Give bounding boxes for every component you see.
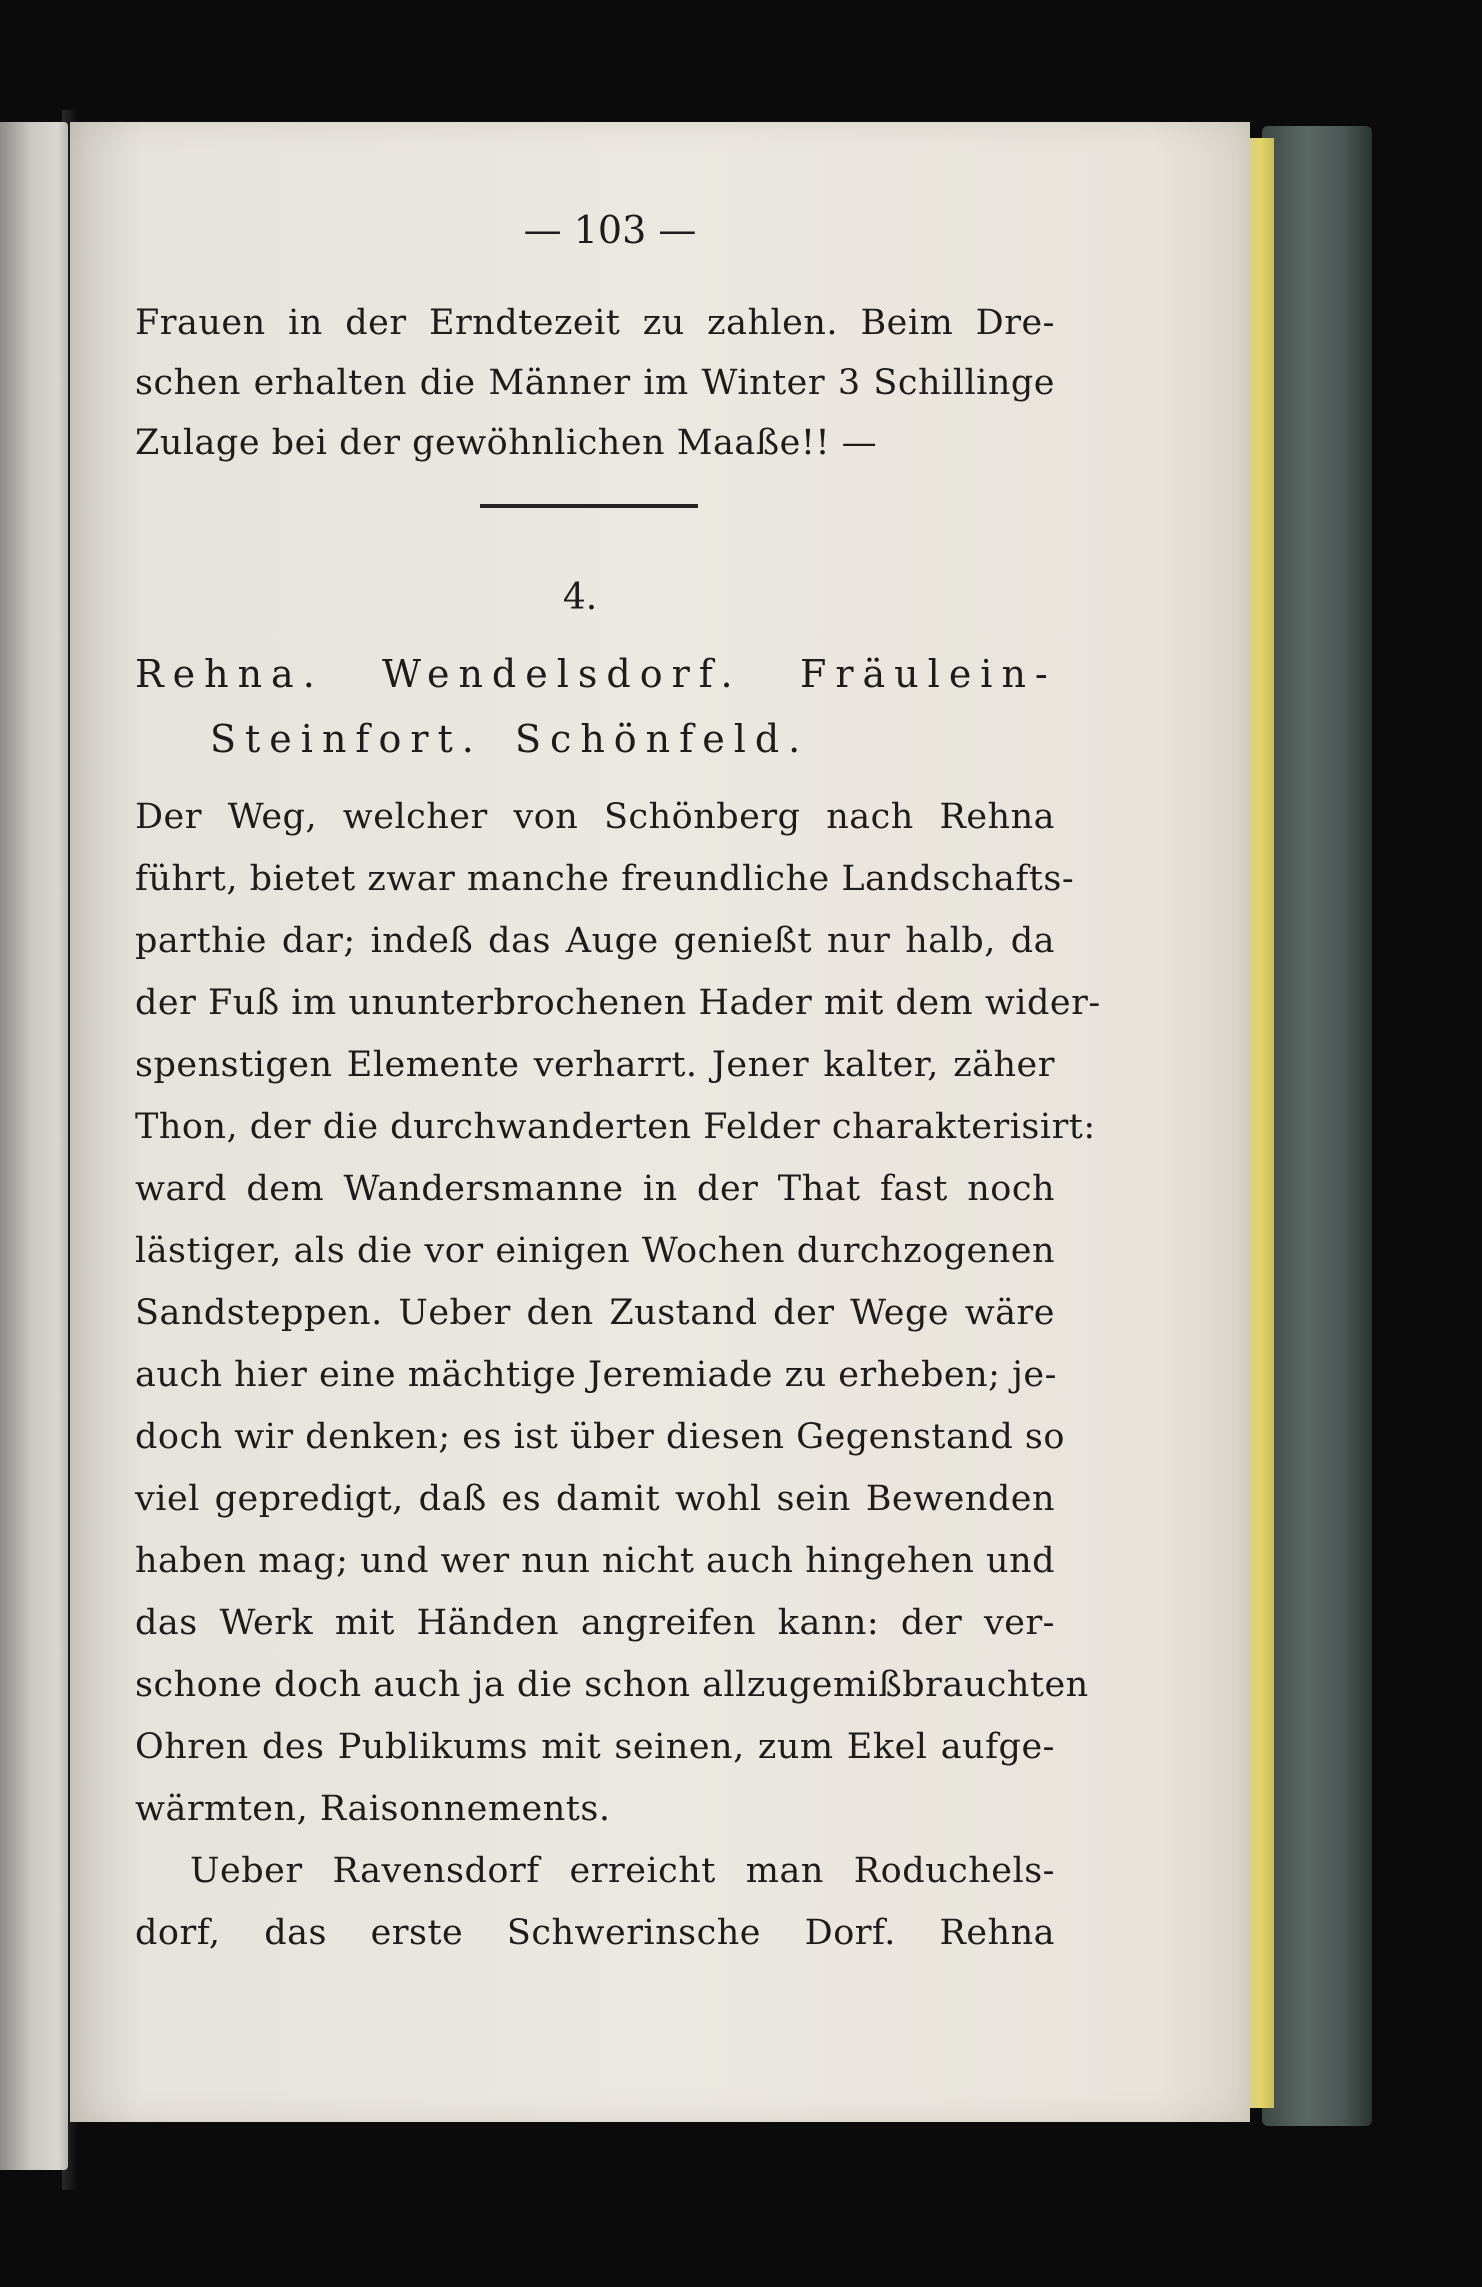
text-line: Ohren des Publikums mit seinen, zum Ekel aufge- (135, 1727, 1055, 1767)
text-line: Frauen in der Erndtezeit zu zahlen. Beim Dre- (135, 303, 1055, 343)
text-line: dorf, das erste Schwerinsche Dorf. Rehna (135, 1913, 1055, 1953)
text-line: führt, bietet zwar manche freundliche Landschafts- (135, 859, 1075, 899)
text-line: Sandsteppen. Ueber den Zustand der Wege wäre (135, 1293, 1055, 1333)
book-cover-edge (1262, 126, 1372, 2126)
text-line: Der Weg, welcher von Schönberg nach Rehna (135, 797, 1055, 837)
heading-place: Rehna. (135, 652, 324, 696)
text-line: der Fuß im ununterbrochenen Hader mit dem wider- (135, 983, 1101, 1023)
text-line: lästiger, als die vor einigen Wochen durchzogenen (135, 1231, 1055, 1271)
text-line: Thon, der die durchwanderten Felder charakterisirt: (135, 1107, 1096, 1147)
text-line: das Werk mit Händen angreifen kann: der ver- (135, 1603, 1055, 1643)
text-line: ward dem Wandersmanne in der That fast noch (135, 1169, 1055, 1209)
heading-place: Schönfeld. (515, 717, 810, 761)
text-line: schone doch auch ja die schon allzugemißbrauchten (135, 1665, 1089, 1705)
text-line: spenstigen Elemente verharrt. Jener kalter, zäher (135, 1045, 1055, 1085)
text-line: parthie dar; indeß das Auge genießt nur halb, da (135, 921, 1055, 961)
page-number: — 103 — (523, 208, 697, 252)
text-line: schen erhalten die Männer im Winter 3 Schillinge (135, 363, 1055, 403)
facing-page-edge (0, 122, 68, 2170)
text-line: viel gepredigt, daß es damit wohl sein Bewenden (135, 1479, 1055, 1519)
text-line: auch hier eine mächtige Jeremiade zu erheben; je- (135, 1355, 1057, 1395)
text-line: Zulage bei der gewöhnlichen Maaße!! — (135, 423, 878, 463)
heading-place: Fräulein- (800, 652, 1057, 696)
heading-place: Steinfort. (210, 717, 483, 761)
text-line: doch wir denken; es ist über diesen Gegenstand so (135, 1417, 1065, 1457)
text-line: haben mag; und wer nun nicht auch hingehen und (135, 1541, 1056, 1581)
section-divider (480, 504, 698, 508)
text-line: wärmten, Raisonnements. (135, 1789, 611, 1829)
section-number: 4. (562, 577, 598, 618)
heading-place: Wendelsdorf. (382, 652, 742, 696)
text-line: Ueber Ravensdorf erreicht man Roduchels- (190, 1851, 1055, 1891)
